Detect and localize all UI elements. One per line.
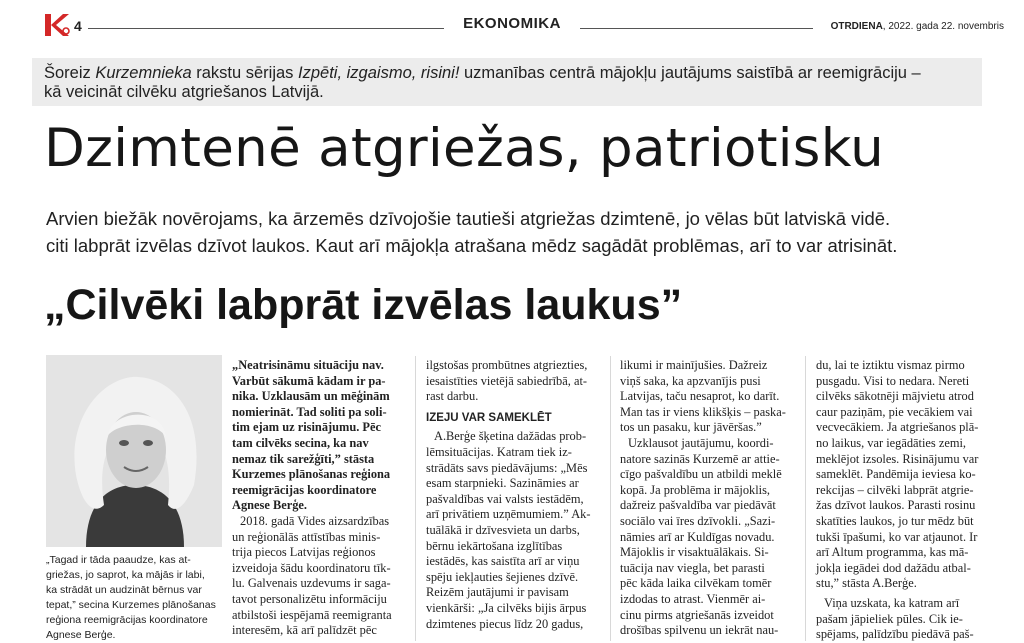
column-divider [610, 356, 611, 641]
column-divider [415, 356, 416, 641]
article-column-1: „Neatrisināmu situāciju nav. Varbūt sākumā kādam ir pa- nika. Uzklausām un mēģinām nomierināt. Tad soliti pa soli- tim ejam uz risinājumu. Pēc tam cilvēks secina, ka nav nemaz tik sarežģīti,” stāsta Kurzemes plānošanas reģiona reemigrācijas koordinatore Agnese Berģe. 2018. gadā Vides aizsardzības un reģionālās attīstības minis- trija piecos Latvijas reģionos izveidoja šādu koordinatoru tīk- lu. Galvenais uzdevums ir saga- tavot personalizētu informāciju atbilstoši iespējamā reemigranta interesēm, kā arī palīdzēt pēc [232, 358, 392, 638]
article-headline: Dzimtenē atgriežas, patriotisku [44, 118, 884, 179]
article-column-3: likumi ir mainījušies. Dažreiz viņš saka, ka apzvanījis pusi Latvijas, taču nesaprot, ko darīt. Man tas ir viens klikšķis – paska- tos un pasaku, kur jāvēršas.” Uzklausot jautājumu, koordi- natore sazinās Kurzemē ar attie- cīgo pašvaldību un atbildi meklē kopā. Ja problēma ir mājoklis, dažreiz pašvaldība var piedāvāt sociālo vai īres dzīvokli. „Sazi- nāmies arī ar Kuldīgas novadu. Mājoklis ir visaktuālākais. Si- tuācija nav viegla, bet parasti pēc kāda laika cilvēkam tomēr izdodas to atrast. Vienmēr ai- cinu pirms atgriešanās izveidot drošības spilvenu un iekrāt nau- [620, 358, 786, 638]
page-header [0, 0, 1024, 44]
section-subheading: IZEJU VAR SAMEKLĒT [426, 411, 552, 424]
section-title: EKONOMIKA [463, 15, 561, 32]
article-column-2: ilgstošas prombūtnes atgriezties, iesaistīties vietējā sabiedrībā, at- rast darbu. IZEJU VAR SAMEKLĒT A.Berģe šķetina dažādas prob- lēmsituācijas. Katram tiek iz- strādāts savs piedāvājums: „Mēs esam starpnieki. Sazināmies ar pašvaldības vai valsts iestādēm, arī privātiem uzņēmumiem.” Ak- tuālākā ir dzīvesvieta un darbs, bērnu iekārtošana izglītības iestādēs, kas saistīta arī ar viņu spēju iekļauties šejienes dzīvē. Reizēm jautājumi ir pavisam vienkārši: „Ja cilvēks bijis ārpus dzimtenes piecus līdz 20 gadus, [426, 358, 604, 632]
issue-date: OTRDIENA, 2022. gada 22. novembris [830, 21, 1004, 32]
article-lead: Arvien biežāk novērojams, ka ārzemēs dzīvojošie tautieši atgriežas dzimtenē, jo vēlas būt latviskā vidē. citi labprāt izvēlas dzīvot laukos. Kaut arī mājokļa atrašana mēdz sagādāt problēmas, arī to var atrisināt. [46, 208, 898, 256]
column-divider [805, 356, 806, 641]
photo-caption: „Tagad ir tāda paaudze, kas at- griežas, jo saprot, ka mājās ir labi, ka strādāt un audzināt bērnus var tepat,” secina Kurzemes plānošanas reģiona reemigrācijas koordinatore Agnese Berģe. [46, 554, 216, 641]
article-column-4: du, lai te iztiktu vismaz pirmo pusgadu. Visi to nedara. Nereti cilvēks sākotnēji mājvietu atrod caur paziņām, pie vecākiem vai vecvecākiem. Ja atgriešanos plā- no laikus, var iegādāties zemi, meklējot izsoles. Risinājumu var sameklēt. Pandēmija ieviesa ko- rekcijas – cilvēki labprāt atgrie- žas dzīvot laukos. Parasti rosinu skatīties laukos, jo tur mēdz būt tukši īpašumi, ko var atjaunot. Ir arī Altum programma, kas mā- jokļa iegādei dod dažādu atbal- stu,” stāsta A.Berģe. Viņa uzskata, ka katram arī pašam jāpieliek pūles. Cik ie- spējams, palīdzību piedāvā paš- [816, 358, 979, 642]
series-intro-box: Šoreiz Kurzemnieka rakstu sērijas Izpēti, izgaismo, risini! uzmanības centrā mājokļu jautājums saistībā ar reemigrāciju – kā veicināt cilvēku atgriešanos Latvijā. [32, 58, 982, 106]
page-number: 4 [74, 18, 82, 34]
interview-title: „Cilvēki labprāt izvēlas laukus” [44, 281, 683, 329]
portrait-photo [46, 355, 222, 547]
portrait-illustration [46, 355, 222, 547]
